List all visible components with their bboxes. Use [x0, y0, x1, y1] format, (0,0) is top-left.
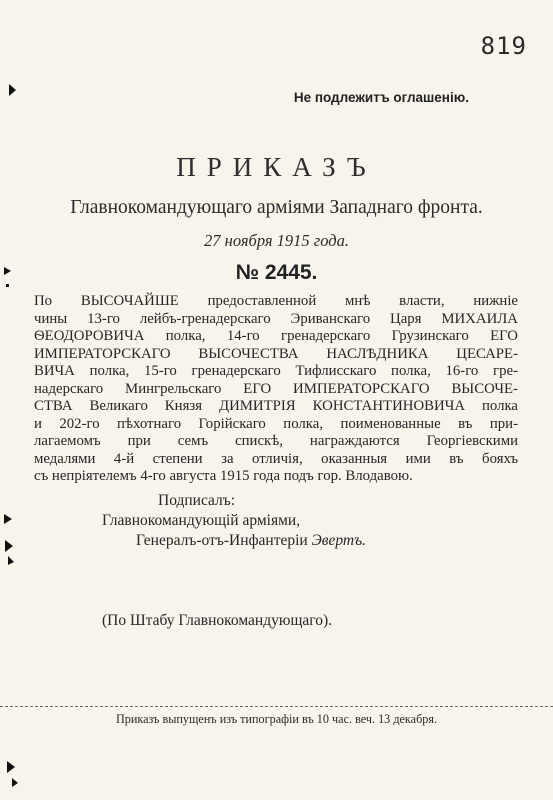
signatory-line: [136, 532, 366, 550]
page-number: 819: [480, 32, 527, 60]
body-line: лагаемомъ при семъ спискѣ, награждаются Георгіевскими: [34, 433, 518, 449]
body-line: ѲЕОДОРОВИЧА полка, 14-го гренадерскаго Грузинскаго ЕГО: [34, 328, 518, 344]
body-line: ИМПЕРАТОРСКАГО ВЫСОЧЕСТВА НАСЛѢДНИКА ЦЕСАРЕ-: [34, 345, 518, 362]
signed-label: Подписалъ:: [158, 492, 236, 509]
signatory-rank: Генералъ-отъ-Инфантеріи: [136, 532, 308, 549]
body-line: чины 13-го лейбъ-гренадерскаго Эриванскаго Царя МИХАИЛА: [34, 310, 518, 327]
print-footer: Приказъ выпущенъ изъ типографіи въ 10 час. веч. 13 декабря.: [115, 712, 438, 726]
restriction-notice: Не подлежитъ оглашенію.: [293, 90, 469, 105]
body-line: ВИЧА полка, 15-го гренадерскаго Тифлисскаго полка, 16-го гре-: [34, 363, 518, 379]
body-line: надерскаго Мингрельскаго ЕГО ИМПЕРАТОРСКАГО ВЫСОЧЕ-: [34, 380, 518, 397]
order-number: № 2445.: [235, 261, 318, 284]
asterisk-mark-icon: [6, 82, 20, 98]
margin-mark-icon: [2, 510, 18, 566]
order-body: [34, 293, 518, 486]
staff-note: (По Штабу Главнокомандующаго).: [102, 612, 333, 629]
signatory-name: Эвертъ.: [311, 532, 367, 549]
signatory-title: Главнокомандующій арміями,: [102, 512, 301, 529]
footer-divider: [0, 706, 553, 707]
document-subtitle: Главнокомандующаго арміями Западнаго фронта.: [70, 197, 483, 218]
document-title: ПРИКАЗЪ: [176, 152, 377, 182]
body-line: съ непріятелемъ 4-го августа 1915 года подъ гор. Влодавою.: [34, 468, 413, 484]
margin-mark-icon: [4, 758, 20, 788]
body-line: и 202-го пѣхотнаго Горійскаго полка, поименованные въ при-: [34, 415, 518, 432]
order-date: 27 ноября 1915 года.: [204, 231, 349, 250]
body-line: СТВА Великаго Князя ДИМИТРІЯ КОНСТАНТИНОВИЧА полка: [34, 398, 518, 414]
body-line: медалями 4-й степени за отличія, оказанныя ими въ бояхъ: [34, 450, 518, 467]
body-line: По ВЫСОЧАЙШЕ предоставленной мнѣ власти, нижніе: [34, 293, 518, 309]
